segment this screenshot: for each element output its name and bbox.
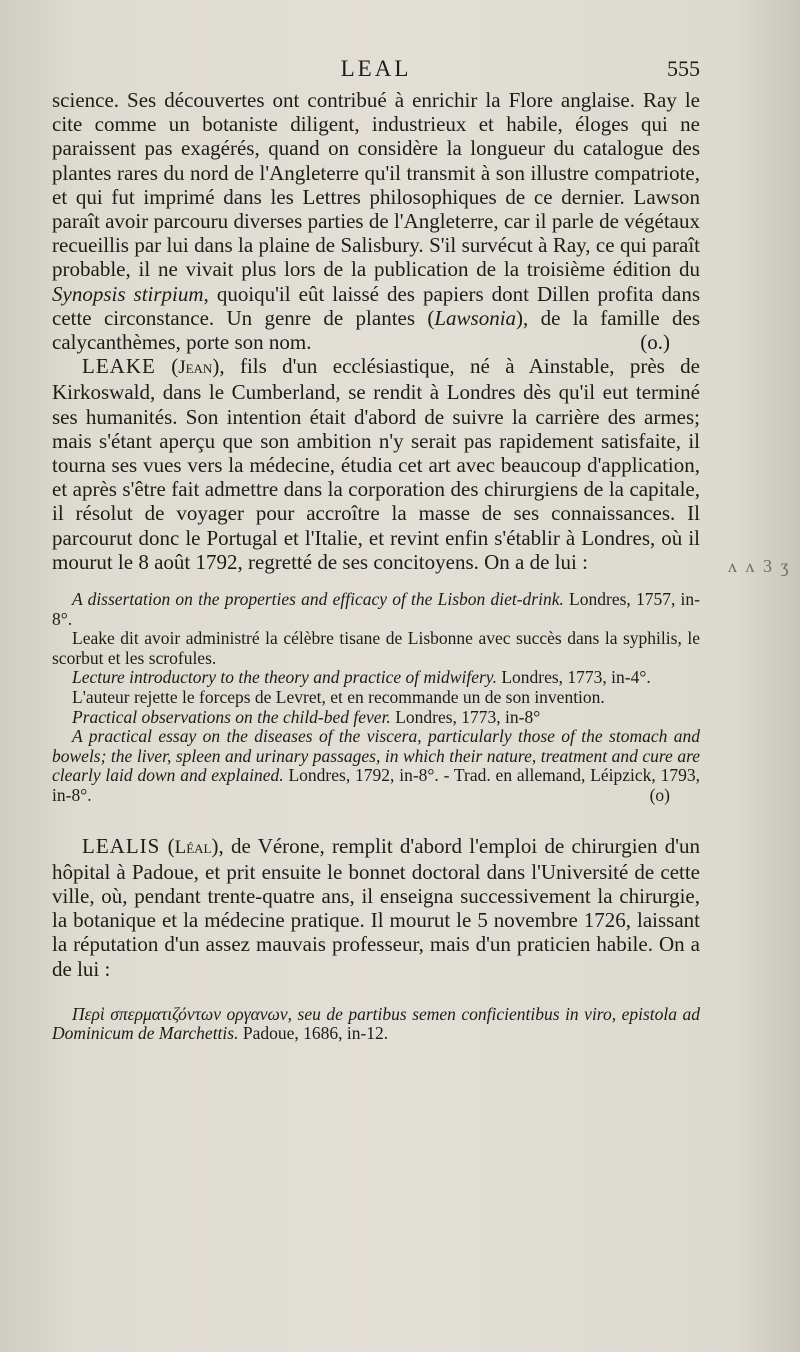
work-title: A dissertation on the properties and efficacy of the Lisbon diet-drink. [72,589,564,610]
work-details: Londres, 1773, in-8° [390,706,541,727]
work-title: Lecture introductory to the theory and practice of midwifery. [72,667,497,688]
genus-name: Lawsonia [434,305,517,330]
bibliography-item [52,727,700,805]
margin-annotation: ʌ ʌ 3 ʒ [728,556,791,576]
author-signature: (o) [649,785,670,805]
work-details: Londres, 1773, in-4°. [496,667,651,688]
bibliography-note: L'auteur rejette le forceps de Levret, et en recommande un de son invention. [72,687,605,708]
bibliography-item [52,1005,700,1044]
entry-text: , fils d'un ecclésiastique, né à Ainstable, près de Kirkoswald, dans le Cumberland, se rendit à Londres dès qu'il eut terminé ses humanités. Son intention était d'abord de suivre la carrière des armes; mais s'étant aperçu que son ambition n'y serait pas rapidement satisfaite, il tourna ses vues vers la médecine, étudia cet art avec beaucoup d'application, et après s'être fait admettre dans la corporation des chirurgiens de la capitale, il résolut de voyager pour accroître la masse de ses connaissances. Il parcourut donc le Portugal et l'Italie, et revint enfin s'établir à Londres, où il mourut le 8 août 1792, regretté de ses concitoyens. On a de lui : [52,354,701,574]
work-title: Synopsis stirpium [52,281,204,306]
entry-lealis: LEALIS (Léal), de Vérone, remplit d'abord l'emploi de chirurgien d'un hôpital à Padoue, et prit ensuite le bonnet doctoral dans l'Université de cette ville, où, pendant trente-quatre ans, il enseigna successivement la chirurgie, la botanique et la médecine pratique. Il mourut le 5 novembre 1726, laissant la réputation d'un assez mauvais professeur, mais d'un praticien habile. On a de lui : [52,833,700,981]
entry-firstname: Jean [178,357,213,379]
page-body [52,88,700,1044]
entry-lawson [52,88,700,354]
bibliography-note: Leake dit avoir administré la célèbre tisane de Lisbonne avec succès dans la syphilis, le scorbut et les scrofules. [52,628,700,668]
entry-alias: Léal [174,836,212,858]
work-title: Practical observations on the child-bed fever. [72,706,391,727]
work-details: Padoue, 1686, in-12. [238,1023,389,1044]
page-header [52,56,700,88]
bibliography-item [52,668,700,688]
work-details: Londres, 1792, in-8°. - Trad. en allemand, Léipzick, 1793, in-8°. [52,765,700,805]
entry-text: , quoiqu'il eût laissé des papiers dont Dillen profita dans cette circonstance. Un genre de plantes ( [52,281,701,330]
entry-text: ), de la famille des calycanthèmes, porte son nom. [52,305,701,355]
author-signature: (o.) [640,330,670,355]
entry-text: , de Vérone, remplit d'abord l'emploi de chirurgien d'un hôpital à Padoue, et prit ensuite le bonnet doctoral dans l'Université de cette ville, où, pendant trente-quatre ans, il enseigna successivement la chirurgie, la botanique et la médecine pratique. Il mourut le 5 novembre 1726, laissant la réputation d'un assez mauvais professeur, mais d'un praticien habile. On a de lui : [52,833,700,981]
bibliography-item [52,708,700,728]
work-title: A practical essay on the diseases of the viscera, particularly those of the stomach and bowels; the liver, spleen and urinary passages, in which their nature, treatment and cure are clearly laid down and explained. [52,726,700,786]
running-head: LEAL [340,56,412,81]
page-number: 555 [667,56,700,81]
entry-name: LEAKE [82,354,156,379]
bibliography-item [52,590,700,629]
entry-leake: LEAKE (Jean), fils d'un ecclésiastique, né à Ainstable, près de Kirkoswald, dans le Cumberland, se rendit à Londres dès qu'il eut terminé ses humanités. Son intention était d'abord de suivre la carrière des armes; mais s'étant aperçu que son ambition n'y serait pas rapidement satisfaite, il tourna ses vues vers la médecine, étudia cet art avec beaucoup d'application, et après s'être fait admettre dans la corporation des chirurgiens de la capitale, il résolut de voyager pour accroître la masse de ses connaissances. Il parcourut donc le Portugal et l'Italie, et revint enfin s'établir à Londres, où il mourut le 8 août 1792, regretté de ses concitoyens. On a de lui : [52,354,701,574]
entry-name: LEALIS [82,833,161,858]
entry-text: science. Ses découvertes ont contribué à enrichir la Flore anglaise. Ray le cite comme un botaniste diligent, industrieux et habile, éloges qui ne paraissent pas exagérés, quand on considère la longueur du catalogue des plantes rares du nord de l'Angleterre qu'il transmit à son illustre compatriote, et qui fut imprimé dans les Lettres philosophiques de ce dernier. Lawson paraît avoir parcouru diverses parties de l'Angleterre, car il parle de végétaux recueillis par lui dans la plaine de Salisbury. S'il survécut à Ray, ce qui paraît probable, il ne vivait plus lors de la publication de la troisième édition du [52,88,700,282]
work-greek-title: Περὶ σπερματιζόντων οργανων, [72,1003,293,1024]
work-title: seu de partibus semen conficientibus in viro, epistola ad Dominicum de Marchettis. [52,1003,700,1044]
work-details: Londres, 1757, in-8°. [52,589,700,629]
